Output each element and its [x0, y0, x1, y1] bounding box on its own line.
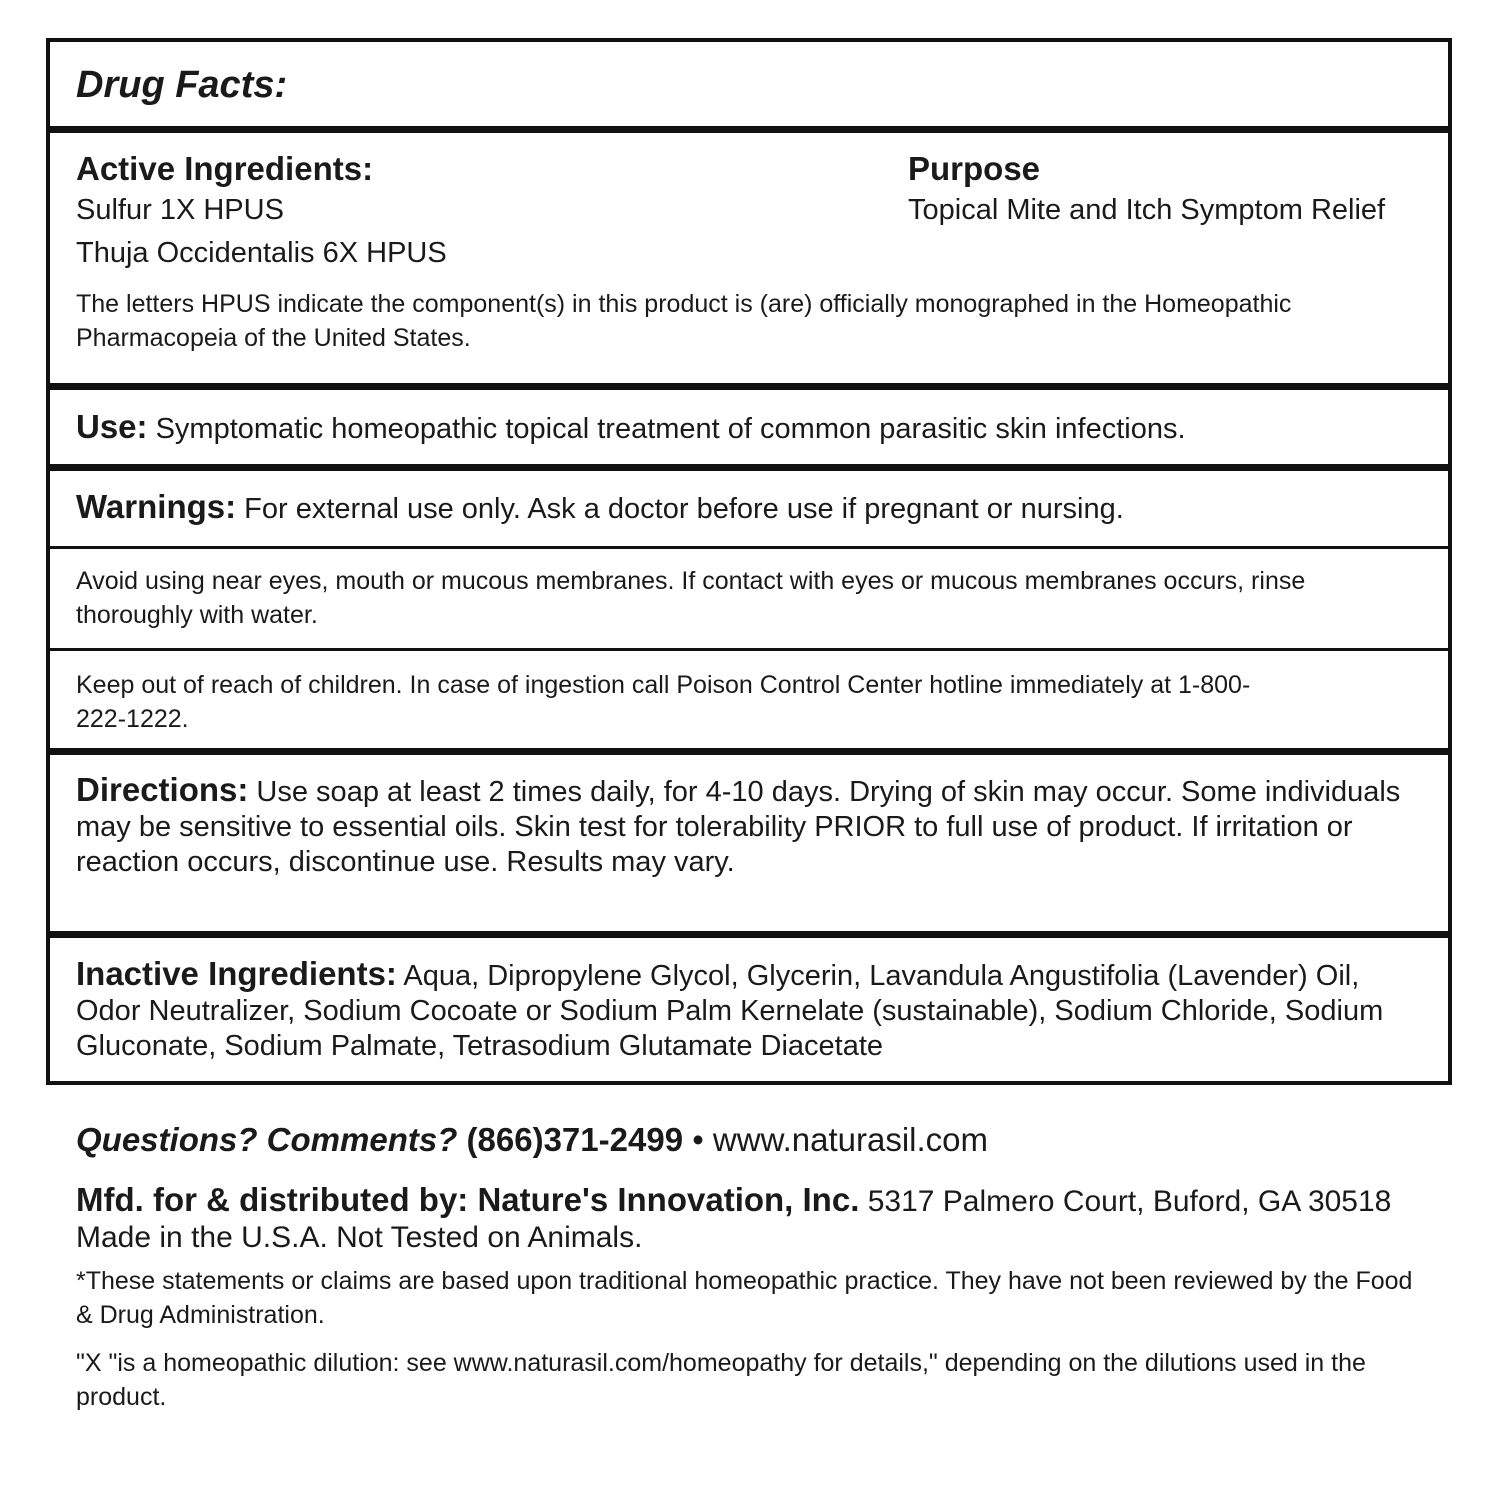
- use-text: Symptomatic homeopathic topical treatment of common parasitic skin infections.: [147, 413, 1186, 445]
- warnings-avoid-text: Avoid using near eyes, mouth or mucous membranes. If contact with eyes or mucous membranes occurs, rinse thoroughly with water.: [76, 567, 1306, 629]
- active-ingredients-section: [50, 133, 1448, 383]
- purpose-heading: Purpose: [908, 150, 1041, 187]
- manufacturer-info: [76, 1182, 1416, 1256]
- use-label: Use:: [76, 408, 148, 445]
- divider: [50, 931, 1448, 938]
- divider: [50, 748, 1448, 755]
- dilution-note: "X "is a homeopathic dilution: see www.naturasil.com/homeopathy for details," depending on the dilutions used in the product.: [76, 1349, 1366, 1411]
- warnings-section: [50, 488, 1448, 527]
- hpus-note: The letters HPUS indicate the component(s) in this product is (are) officially monographed in the Homeopathic Pharmacopeia of the United States.: [76, 290, 1292, 352]
- contact-line: [76, 1120, 1416, 1160]
- drug-facts-header: [50, 62, 1448, 108]
- purpose-text: Topical Mite and Itch Symptom Relief: [908, 194, 1386, 226]
- directions-section: [50, 772, 1448, 880]
- warnings-keep-out-text: Keep out of reach of children. In case of ingestion call Poison Control Center hotline immediately at 1-800-222-1222.: [76, 671, 1251, 733]
- directions-text: Use soap at least 2 times daily, for 4-10 days. Drying of skin may occur. Some individuals may be sensitive to essential oils. Skin test for tolerability PRIOR to full use of product. If irritation or reaction occurs, discontinue use. Results may vary.: [76, 776, 1401, 878]
- divider: [50, 464, 1448, 471]
- warnings-text: For external use only. Ask a doctor before use if pregnant or nursing.: [236, 493, 1124, 525]
- inactive-ingredients-label: Inactive Ingredients:: [76, 955, 397, 992]
- phone-number[interactable]: (866)371-2499: [457, 1121, 684, 1158]
- divider: [50, 648, 1448, 651]
- drug-facts-title: Drug Facts:: [76, 64, 288, 106]
- active-ingredient-item: Sulfur 1X HPUS: [76, 194, 284, 226]
- directions-label: Directions:: [76, 771, 249, 808]
- questions-label: Questions? Comments?: [76, 1121, 458, 1158]
- use-section: [50, 408, 1448, 447]
- made-in-text: Made in the U.S.A. Not Tested on Animals.: [76, 1221, 643, 1254]
- manufacturer-address: 5317 Palmero Court, Buford, GA 30518: [859, 1185, 1392, 1218]
- divider: [50, 383, 1448, 390]
- website-link[interactable]: • www.naturasil.com: [683, 1121, 989, 1158]
- drug-facts-panel: [46, 38, 1452, 1085]
- divider: [50, 546, 1448, 549]
- inactive-ingredients-section: [50, 956, 1448, 1064]
- inactive-ingredients-text: Aqua, Dipropylene Glycol, Glycerin, Lavandula Angustifolia (Lavender) Oil, Odor Neutralizer, Sodium Cocoate or Sodium Palm Kernelate (sustainable), Sodium Chloride, Sodium Gluconate, Sodium Palmate, Tetrasodium Glutamate Diacetate: [76, 960, 1384, 1062]
- warnings-label: Warnings:: [76, 488, 237, 525]
- manufacturer-label: Mfd. for & distributed by: Nature's Innovation, Inc.: [76, 1181, 860, 1218]
- fda-disclaimer: *These statements or claims are based upon traditional homeopathic practice. They have not been reviewed by the Food & Drug Administration.: [76, 1267, 1413, 1329]
- divider: [50, 126, 1448, 133]
- active-ingredients-heading: Active Ingredients:: [76, 150, 374, 187]
- active-ingredient-item: Thuja Occidentalis 6X HPUS: [76, 237, 447, 269]
